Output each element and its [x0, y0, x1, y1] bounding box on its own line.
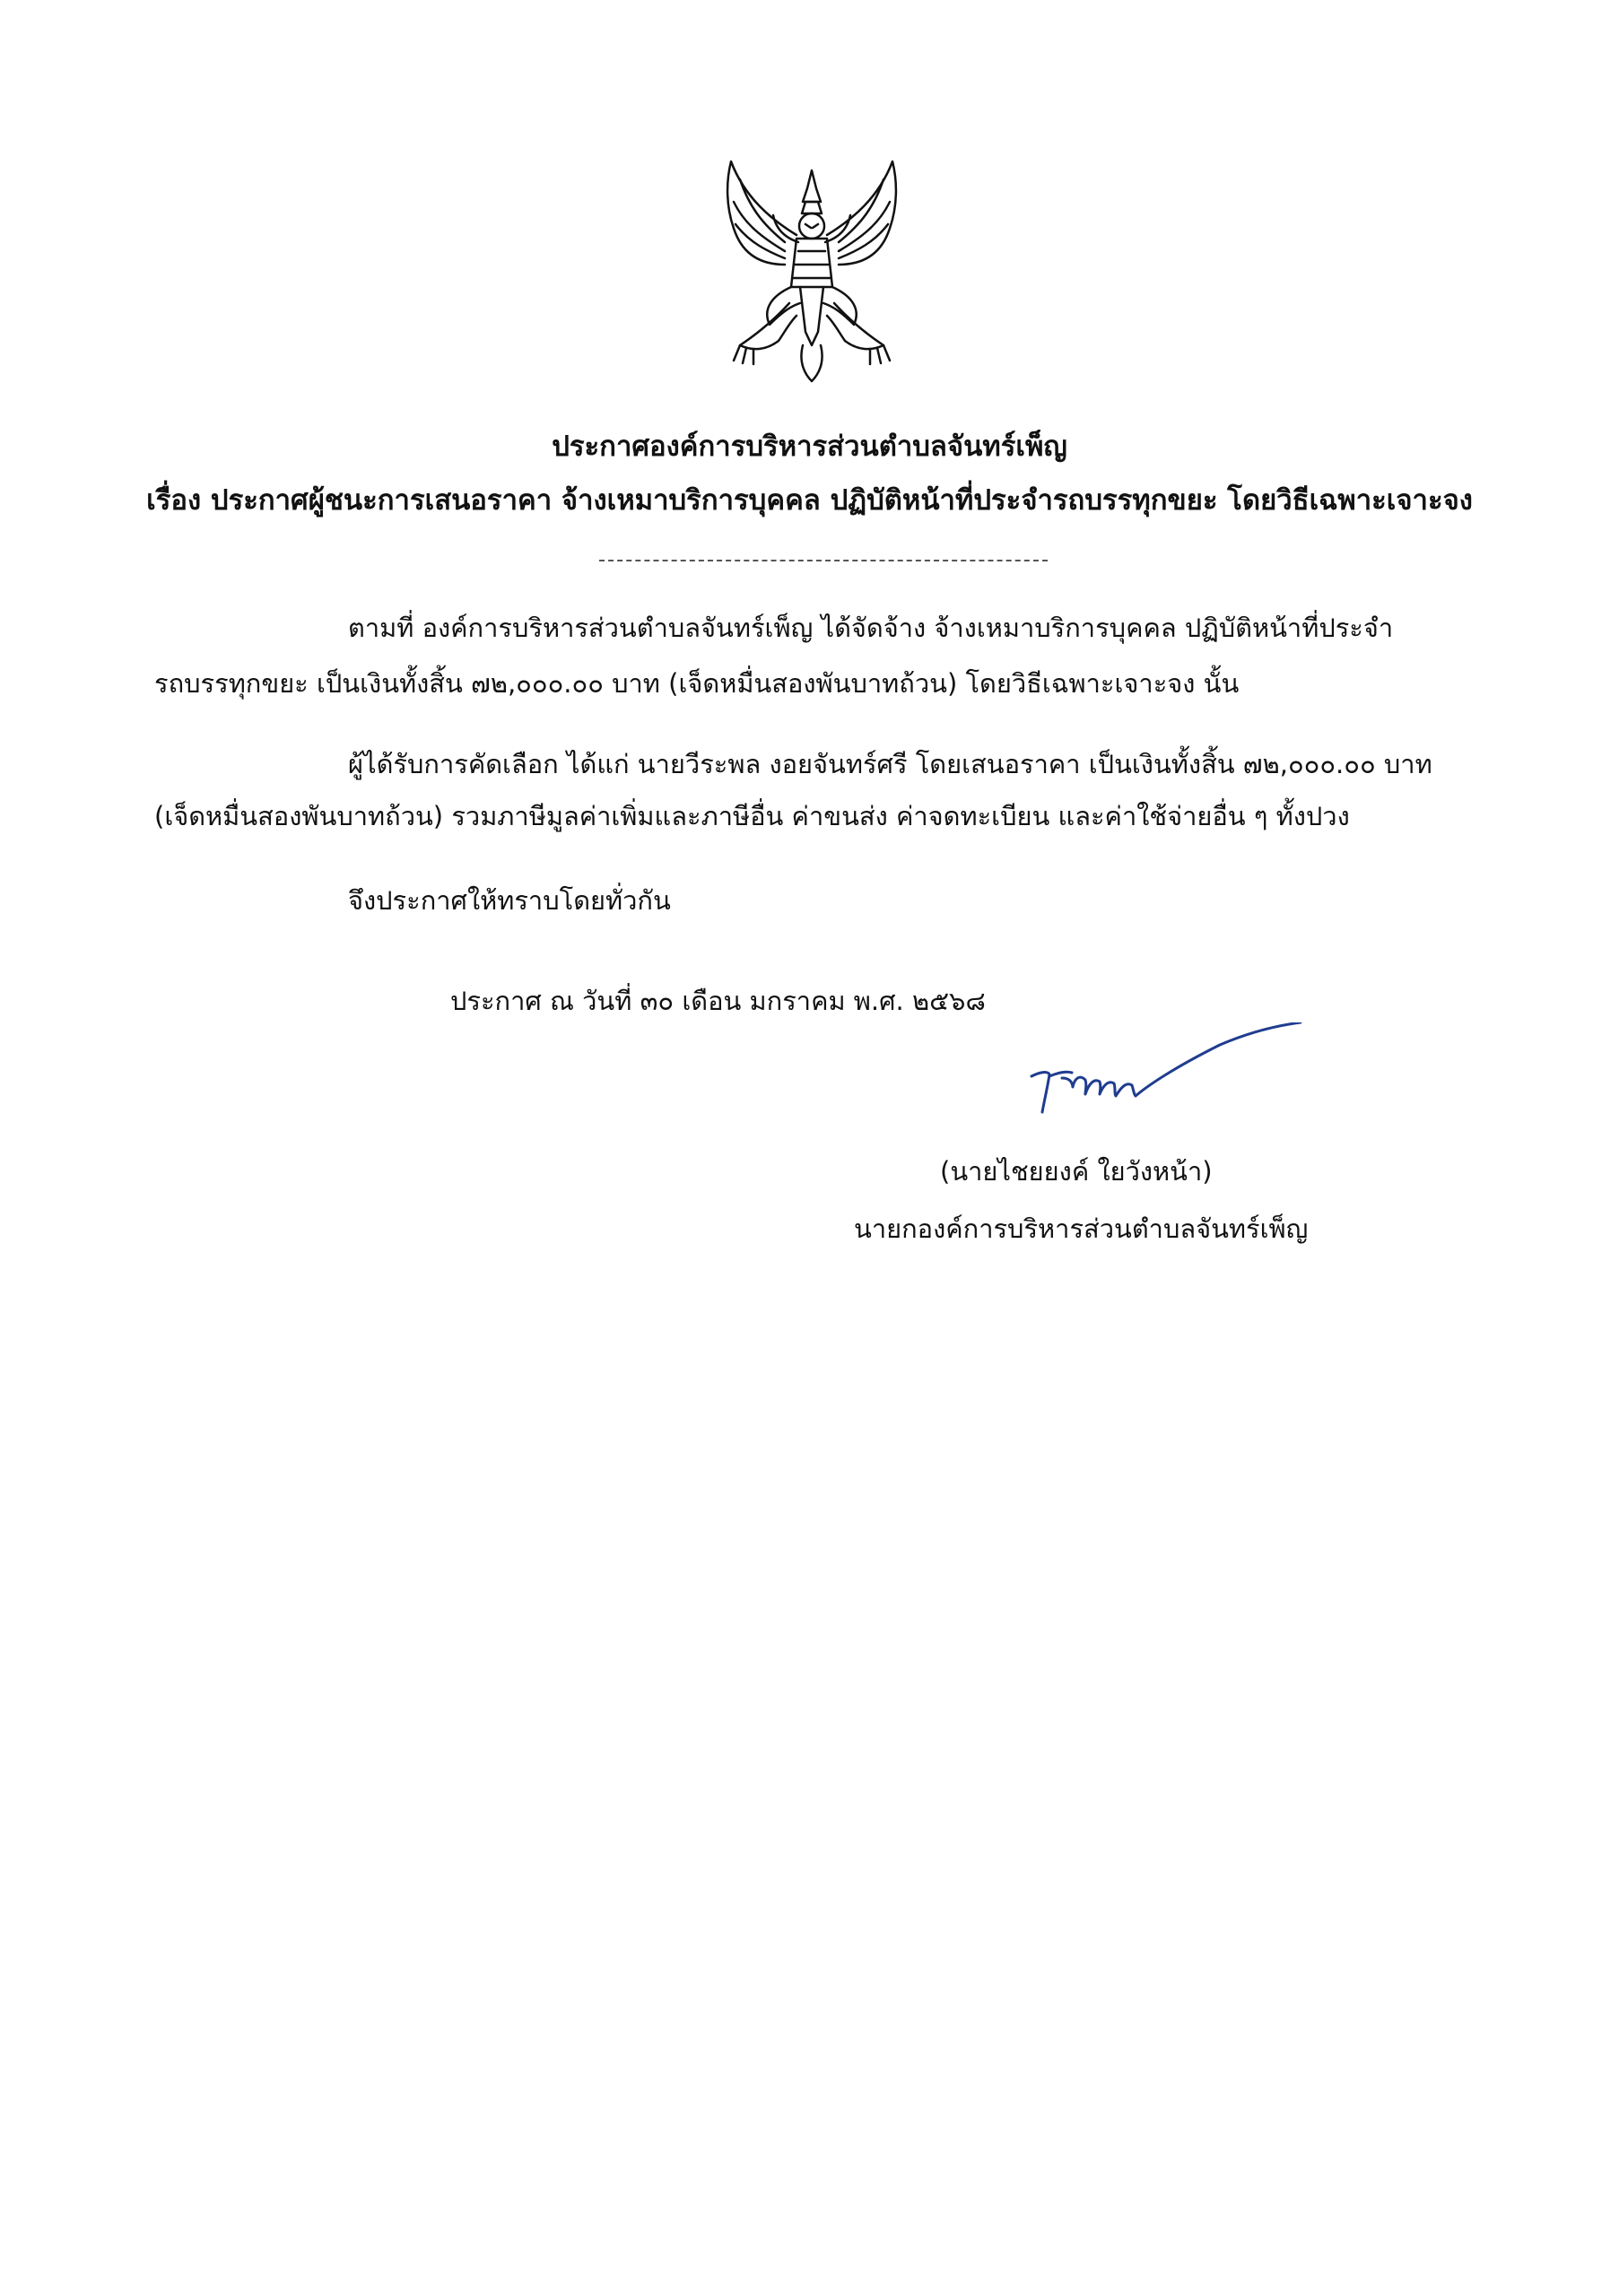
- paragraph-2-line-2: (เจ็ดหมื่นสองพันบาทถ้วน) รวมภาษีมูลค่าเพิ่มและภาษีอื่น ค่าขนส่ง ค่าจดทะเบียน และค่าใช้จ่ายอื่น ๆ ทั้งปวง: [154, 801, 1350, 831]
- paragraph-1-line-2: รถบรรทุกขยะ เป็นเงินทั้งสิ้น ๗๒,๐๐๐.๐๐ บาท (เจ็ดหมื่นสองพันบาทถ้วน) โดยวิธีเฉพาะเจาะจง นั้น: [154, 668, 1240, 699]
- closing-statement: จึงประกาศให้ทราบโดยทั่วกัน: [348, 885, 671, 916]
- announcement-subject: เรื่อง ประกาศผู้ชนะการเสนอราคา จ้างเหมาบริการบุคคล ปฏิบัติหน้าที่ประจำรถบรรทุกขยะ โดยวิธีเฉพาะเจาะจง: [146, 484, 1473, 517]
- paragraph-2-line-1: ผู้ได้รับการคัดเลือก ได้แก่ นายวีระพล งอยจันทร์ศรี โดยเสนอราคา เป็นเงินทั้งสิ้น ๗๒,๐๐๐.๐๐ บาท: [348, 749, 1432, 779]
- garuda-emblem-icon: [700, 152, 924, 386]
- paragraph-1-line-1: ตามที่ องค์การบริหารส่วนตำบลจันทร์เพ็ญ ได้จัดจ้าง จ้างเหมาบริการบุคคล ปฏิบัติหน้าที่ประจำ: [348, 613, 1394, 643]
- announcement-title: ประกาศองค์การบริหารส่วนตำบลจันทร์เพ็ญ: [552, 430, 1067, 463]
- signatory-position: นายกองค์การบริหารส่วนตำบลจันทร์เพ็ญ: [854, 1213, 1309, 1244]
- signatory-name: (นายไชยยงค์ ใยวังหน้า): [940, 1156, 1213, 1187]
- handwritten-signature: [1023, 1022, 1327, 1130]
- announcement-date: ประกาศ ณ วันที่ ๓๐ เดือน มกราคม พ.ศ. ๒๕๖๘: [450, 986, 986, 1016]
- title-divider: [599, 560, 1048, 561]
